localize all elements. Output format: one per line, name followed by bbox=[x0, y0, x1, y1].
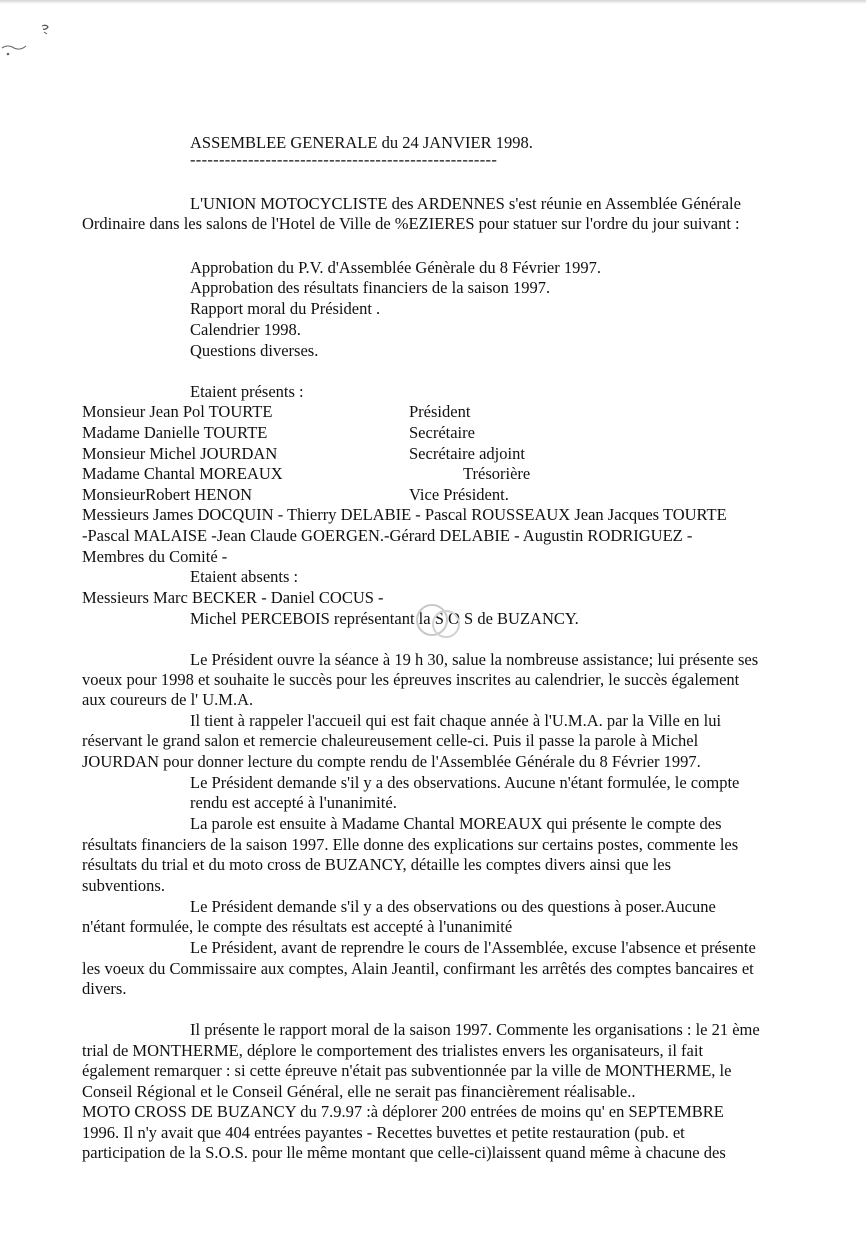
body-line: divers. bbox=[82, 979, 127, 998]
body-line: participation de la S.O.S. pour lle même montant que celle-ci)laissent quand même à chacune des bbox=[82, 1143, 726, 1162]
body-line: Il présente le rapport moral de la saison 1997. Commente les organisations : le 21 ème bbox=[190, 1020, 760, 1039]
body-line: Le Président, avant de reprendre le cours de l'Assemblée, excuse l'absence et présente bbox=[190, 938, 756, 957]
scan-specks bbox=[0, 20, 60, 70]
body-line: n'étant formulée, le compte des résultats est accepté à l'unanimité bbox=[82, 917, 513, 936]
body-line: La parole est ensuite à Madame Chantal MOREAUX qui présente le compte des bbox=[190, 814, 722, 833]
body-line: Conseil Régional et le Conseil Général, elle ne serait pas financièrement réalisable.. bbox=[82, 1082, 636, 1101]
title-rule: ----------------------------------------------------- bbox=[190, 150, 498, 169]
officer-name: Monsieur Jean Pol TOURTE bbox=[82, 402, 273, 421]
body-line: rendu est accepté à l'unanimité. bbox=[190, 793, 397, 812]
body-line: aux coureurs de l' U.M.A. bbox=[82, 690, 254, 709]
body-line: JOURDAN pour donner lecture du compte rendu de l'Assemblée Générale du 8 Février 1997. bbox=[82, 752, 701, 771]
officer-role: Secrétaire bbox=[409, 423, 475, 442]
present-heading: Etaient présents : bbox=[190, 382, 304, 401]
body-line: également remarquer : si cette épreuve n'était pas subventionnée par la ville de MONTHERME, le bbox=[82, 1061, 732, 1080]
committee-line: Membres du Comité - bbox=[82, 547, 228, 566]
agenda-item: Approbation des résultats financiers de la saison 1997. bbox=[190, 278, 551, 297]
agenda-item: Questions diverses. bbox=[190, 341, 319, 360]
body-line: subventions. bbox=[82, 876, 165, 895]
agenda-item: Approbation du P.V. d'Assemblée Génèrale du 8 Février 1997. bbox=[190, 258, 601, 277]
body-line: les voeux du Commissaire aux comptes, Alain Jeantil, confirmant les arrêtés des comptes bancaires et bbox=[82, 959, 754, 978]
body-line: Le Président demande s'il y a des observations. Aucune n'étant formulée, le compte bbox=[190, 773, 740, 792]
body-line: réservant le grand salon et remercie chaleureusement celle-ci. Puis il passe la parole à Michel bbox=[82, 731, 699, 750]
absent-line: Messieurs Marc BECKER - Daniel COCUS - bbox=[82, 588, 384, 607]
officer-name: MonsieurRobert HENON bbox=[82, 485, 253, 504]
officer-role: Vice Président. bbox=[409, 485, 509, 504]
absent-heading: Etaient absents : bbox=[190, 567, 299, 586]
officer-name: Monsieur Michel JOURDAN bbox=[82, 444, 278, 463]
body-line: MOTO CROSS DE BUZANCY du 7.9.97 :à déplorer 200 entrées de moins qu' en SEPTEMBRE bbox=[82, 1102, 724, 1121]
intro-line: L'UNION MOTOCYCLISTE des ARDENNES s'est réunie en Assemblée Générale bbox=[190, 194, 741, 213]
watermark-stamp bbox=[410, 600, 468, 644]
body-line: trial de MONTHERME, déplore le comportement des trialistes envers les organisateurs, il fait bbox=[82, 1041, 704, 1060]
document-title: ASSEMBLEE GENERALE du 24 JANVIER 1998. bbox=[190, 133, 533, 152]
officer-role: Secrétaire adjoint bbox=[409, 444, 525, 463]
body-line: 1996. Il n'y avait que 404 entrées payantes - Recettes buvettes et petite restauration (pub. et bbox=[82, 1123, 685, 1142]
committee-line: Messieurs James DOCQUIN - Thierry DELABIE - Pascal ROUSSEAUX Jean Jacques TOURTE bbox=[82, 505, 727, 524]
officer-name: Madame Danielle TOURTE bbox=[82, 423, 268, 442]
committee-line: -Pascal MALAISE -Jean Claude GOERGEN.-Gérard DELABIE - Augustin RODRIGUEZ - bbox=[82, 526, 693, 545]
officer-role: Président bbox=[409, 402, 471, 421]
body-line: voeux pour 1998 et souhaite le succès pour les épreuves inscrites au calendrier, le succès également bbox=[82, 670, 740, 689]
body-line: Le Président demande s'il y a des observations ou des questions à poser.Aucune bbox=[190, 897, 716, 916]
intro-line: Ordinaire dans les salons de l'Hotel de Ville de %EZIERES pour statuer sur l'ordre du jour suivant : bbox=[82, 214, 740, 233]
officer-role: Trésorière bbox=[463, 464, 531, 483]
scan-top-edge bbox=[0, 0, 866, 4]
absent-line: Michel PERCEBOIS représentant la S O S de BUZANCY. bbox=[190, 609, 579, 628]
body-line: Il tient à rappeler l'accueil qui est fait chaque année à l'U.M.A. par la Ville en lui bbox=[190, 711, 722, 730]
agenda-item: Calendrier 1998. bbox=[190, 320, 301, 339]
officer-name: Madame Chantal MOREAUX bbox=[82, 464, 283, 483]
agenda-item: Rapport moral du Président . bbox=[190, 299, 381, 318]
body-line: résultats financiers de la saison 1997. Elle donne des explications sur certains postes, commente les bbox=[82, 835, 739, 854]
body-line: résultats du trial et du moto cross de BUZANCY, détaille les comptes divers ainsi que les bbox=[82, 855, 672, 874]
body-line: Le Président ouvre la séance à 19 h 30, salue la nombreuse assistance; lui présente ses bbox=[190, 650, 759, 669]
